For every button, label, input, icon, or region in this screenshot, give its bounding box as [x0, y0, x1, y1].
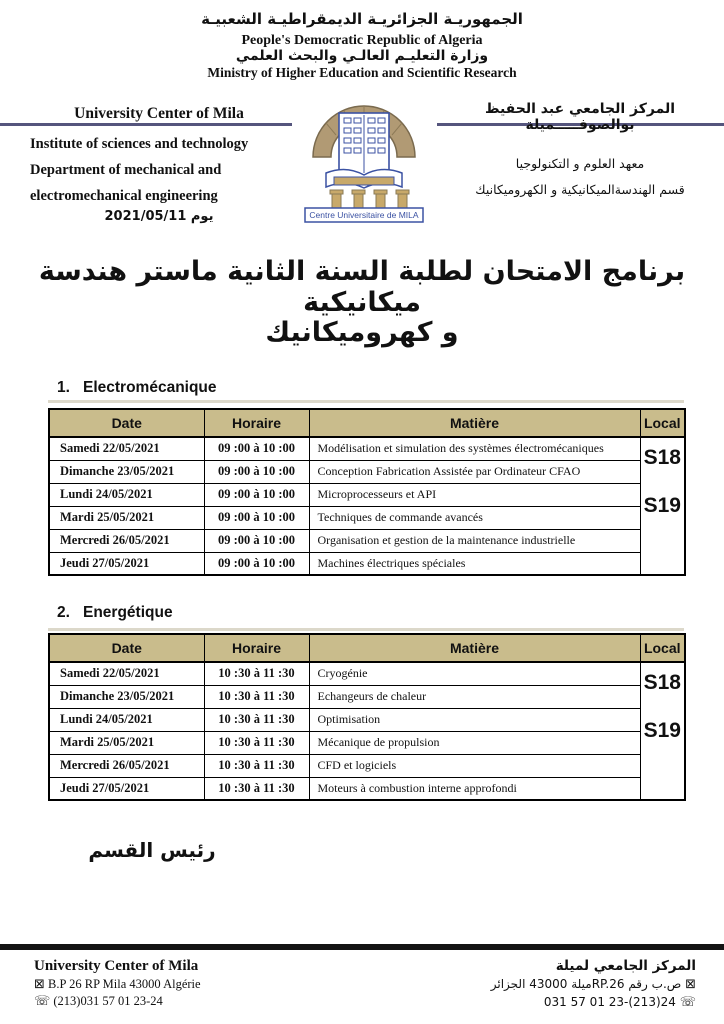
footer-address-ar: ص.ب رقم RP.26ميلة 43000 الجزائر: [490, 977, 682, 991]
cell-horaire: 09 :00 à 10 :00: [204, 483, 309, 506]
cell-matiere: Mécanique de propulsion: [309, 731, 640, 754]
header-local: Local: [640, 409, 685, 437]
cell-horaire: 09 :00 à 10 :00: [204, 552, 309, 575]
table-row: [49, 708, 685, 731]
exam-program-title-line-2: و كهروميكانيك: [265, 317, 459, 348]
local-room-1: S18: [643, 446, 681, 469]
cell-horaire: 09 :00 à 10 :00: [204, 460, 309, 483]
institute-line-ar: معهد العلوم و التكنولوجيا: [515, 156, 645, 171]
table-row: [49, 460, 685, 483]
scan-artifact-line: [48, 628, 684, 631]
header-horaire: Horaire: [204, 409, 309, 437]
cell-matiere: Modélisation et simulation des systèmes électromécaniques: [309, 437, 640, 460]
footer-address-en: B.P 26 RP Mila 43000 Algérie: [48, 977, 201, 991]
cell-horaire: 09 :00 à 10 :00: [204, 437, 309, 460]
table-row: [49, 777, 685, 800]
cell-matiere: Conception Fabrication Assistée par Ordinateur CFAO: [309, 460, 640, 483]
table-row: [49, 731, 685, 754]
table-header-row: [49, 634, 685, 662]
phone-icon: ☏: [679, 995, 696, 1010]
table-row: [49, 437, 685, 460]
university-name-en: University Center of Mila: [74, 105, 244, 122]
cell-date: Dimanche 23/05/2021: [49, 685, 204, 708]
mail-icon: ⊠: [685, 977, 696, 992]
cell-date: Samedi 22/05/2021: [49, 437, 204, 460]
section-2-heading: [57, 604, 173, 622]
cell-horaire: 10 :30 à 11 :30: [204, 685, 309, 708]
cell-matiere: Organisation et gestion de la maintenance industrielle: [309, 529, 640, 552]
ministry-title-english: Ministry of Higher Education and Scientific Research: [207, 65, 517, 80]
department-line-2: electromechanical engineering: [30, 188, 218, 204]
cell-date: Mercredi 26/05/2021: [49, 529, 204, 552]
cell-matiere: Machines électriques spéciales: [309, 552, 640, 575]
cell-horaire: 10 :30 à 11 :30: [204, 731, 309, 754]
department-line-ar: قسم الهندسةالميكانيكية و الكهروميكانيك: [475, 182, 685, 197]
cell-matiere: Echangeurs de chaleur: [309, 685, 640, 708]
table-row: [49, 552, 685, 575]
cell-horaire: 09 :00 à 10 :00: [204, 529, 309, 552]
logo-caption: Centre Universitaire de MILA: [309, 210, 419, 220]
cell-matiere: Moteurs à combustion interne approfondi: [309, 777, 640, 800]
university-name-ar: المركز الجامعي عبد الحفيظ بوالصوفـــــميلة: [484, 101, 676, 133]
cell-date: Mardi 25/05/2021: [49, 506, 204, 529]
republic-title-english: People's Democratic Republic of Algeria: [241, 33, 483, 48]
cell-date: Jeudi 27/05/2021: [49, 552, 204, 575]
table-row: [49, 506, 685, 529]
electromecanique-schedule-table: [48, 408, 686, 576]
local-room-2: S19: [643, 719, 681, 742]
mail-icon: ⊠: [34, 977, 45, 992]
university-logo: [296, 95, 432, 225]
exam-program-title-line-1: برنامج الامتحان لطلبة السنة الثانية ماستر هندسة ميكانيكية: [38, 256, 686, 318]
cell-local-merged: [640, 437, 685, 575]
cell-matiere: Techniques de commande avancés: [309, 506, 640, 529]
cell-date: Jeudi 27/05/2021: [49, 777, 204, 800]
institute-line: Institute of sciences and technology: [30, 136, 249, 152]
footer-phone-en: (213)031 57 01 23-24: [53, 994, 163, 1008]
ministry-title-arabic: وزارة التعليـم العالـي والبحث العلمي: [235, 48, 489, 64]
section-2-number: 2.: [57, 604, 70, 621]
university-logo-graphic: [296, 95, 432, 225]
section-2-label: Energétique: [83, 604, 173, 621]
department-head-signature: رئيس القسم: [88, 838, 216, 862]
table-row: [49, 529, 685, 552]
document-date: يوم 2021/05/11: [104, 209, 214, 224]
cell-matiere: CFD et logiciels: [309, 754, 640, 777]
letterhead-right: [440, 101, 720, 197]
cell-date: Dimanche 23/05/2021: [49, 460, 204, 483]
footer-phone-ar: 031 57 01 23-(213)24: [543, 995, 676, 1009]
local-room-1: S18: [643, 671, 681, 694]
cell-matiere: Cryogénie: [309, 662, 640, 685]
cell-horaire: 10 :30 à 11 :30: [204, 754, 309, 777]
header-date: Date: [49, 409, 204, 437]
footer-university-en: University Center of Mila: [34, 958, 199, 974]
header-date: Date: [49, 634, 204, 662]
logo-building: [339, 113, 389, 175]
cell-horaire: 10 :30 à 11 :30: [204, 662, 309, 685]
local-room-2: S19: [643, 494, 681, 517]
section-1-heading: [57, 379, 217, 397]
cell-horaire: 09 :00 à 10 :00: [204, 506, 309, 529]
header-matiere: Matière: [309, 634, 640, 662]
header-local: Local: [640, 634, 685, 662]
logo-columns: [330, 190, 409, 208]
table-row: [49, 483, 685, 506]
scan-artifact-line: [48, 400, 684, 403]
energetique-schedule-table: [48, 633, 686, 801]
letterhead-left: [30, 105, 288, 224]
cell-horaire: 10 :30 à 11 :30: [204, 708, 309, 731]
cell-date: Lundi 24/05/2021: [49, 483, 204, 506]
footer-university-ar: المركز الجامعي لميلة: [555, 958, 696, 974]
cell-date: Mercredi 26/05/2021: [49, 754, 204, 777]
cell-matiere: Microprocesseurs et API: [309, 483, 640, 506]
cell-date: Samedi 22/05/2021: [49, 662, 204, 685]
footer-left: [34, 958, 334, 1009]
phone-icon: ☏: [34, 994, 51, 1009]
table-row: [49, 754, 685, 777]
table-header-row: [49, 409, 685, 437]
footer-divider: [0, 944, 724, 950]
section-1-number: 1.: [57, 379, 70, 396]
table-row: [49, 685, 685, 708]
section-1-label: Electromécanique: [83, 379, 217, 396]
department-line-1: Department of mechanical and: [30, 162, 222, 178]
cell-date: Lundi 24/05/2021: [49, 708, 204, 731]
cell-matiere: Optimisation: [309, 708, 640, 731]
header-horaire: Horaire: [204, 634, 309, 662]
table-row: [49, 662, 685, 685]
cell-horaire: 10 :30 à 11 :30: [204, 777, 309, 800]
cell-local-merged: [640, 662, 685, 800]
cell-date: Mardi 25/05/2021: [49, 731, 204, 754]
republic-title-arabic: الجمهوريـة الجزائريـة الديمقراطيـة الشعبيـة: [201, 10, 523, 28]
footer-right: [376, 958, 696, 1010]
header-matiere: Matière: [309, 409, 640, 437]
